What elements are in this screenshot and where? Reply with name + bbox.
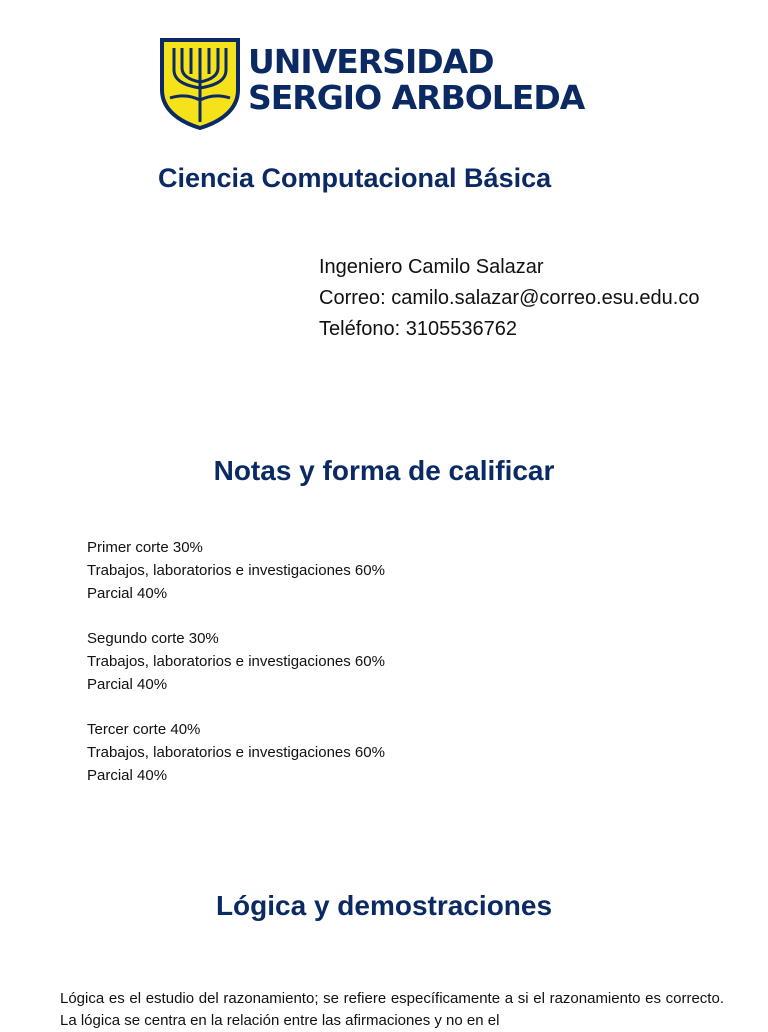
grading-group-1 (87, 536, 385, 605)
grading-heading: Notas y forma de calificar (213, 455, 555, 486)
university-name-line2: SERGIO ARBOLEDA (248, 78, 585, 117)
grading-group-3 (87, 718, 385, 787)
cut-label: Segundo corte 30% (87, 630, 219, 647)
cut-label: Tercer corte 40% (87, 721, 201, 738)
university-shield-tree-icon (160, 38, 240, 130)
logic-paragraph: Lógica es el estudio del razonamiento; se refiere específicamente a si el razonamiento es correcto. La lógica se centra en la relación entre las afirmaciones y no en el (60, 990, 724, 1029)
exam-weight: Parcial 40% (87, 585, 168, 602)
grading-list (87, 536, 385, 809)
instructor-name: Ingeniero Camilo Salazar (319, 256, 544, 278)
exam-weight: Parcial 40% (87, 767, 168, 784)
work-weight: Trabajos, laboratorios e investigaciones 60% (87, 562, 385, 579)
grading-group-2 (87, 627, 385, 696)
logic-heading: Lógica y demostraciones (215, 890, 553, 921)
exam-weight: Parcial 40% (87, 676, 168, 693)
work-weight: Trabajos, laboratorios e investigaciones 60% (87, 744, 385, 761)
course-title: Ciencia Computacional Básica (158, 163, 552, 193)
contact-block (319, 252, 699, 345)
instructor-email: Correo: camilo.salazar@correo.esu.edu.co (319, 287, 700, 309)
cut-label: Primer corte 30% (87, 539, 203, 556)
instructor-phone: Teléfono: 3105536762 (319, 318, 517, 340)
work-weight: Trabajos, laboratorios e investigaciones 60% (87, 653, 385, 670)
university-name-line1: UNIVERSIDAD (248, 42, 494, 81)
